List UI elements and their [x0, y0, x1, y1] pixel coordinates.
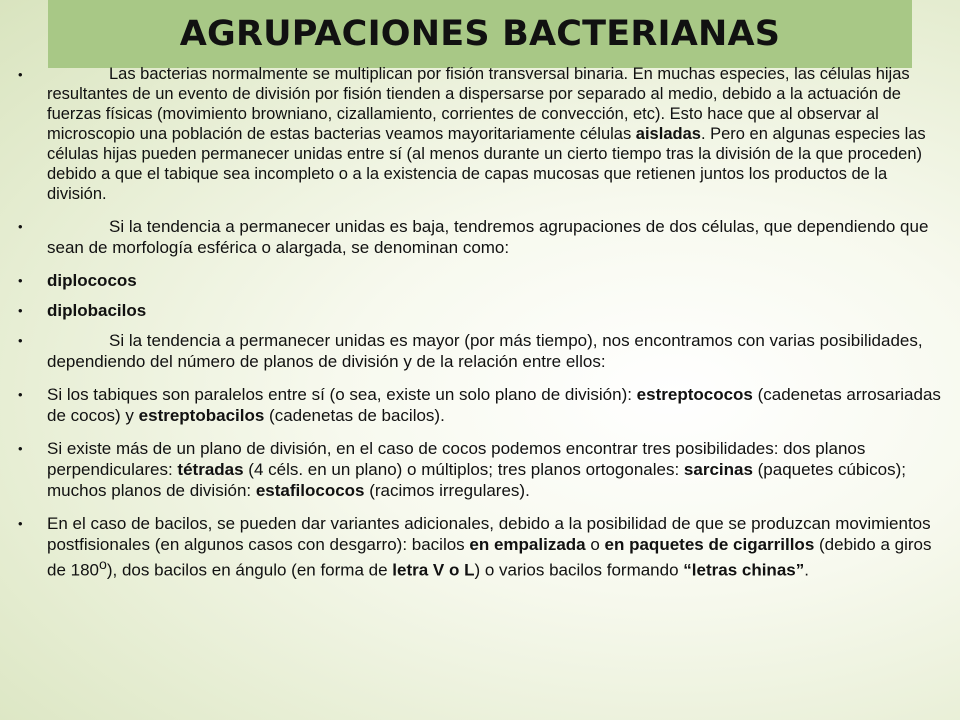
bold-term: diplococos: [47, 271, 137, 290]
text-run: (paquetes cúbicos); muchos planos de división:: [47, 460, 907, 500]
text-run: (cadenetas arrosariadas de cocos) y: [47, 385, 941, 425]
text-run: Si los tabiques son paralelos entre sí (o sea, existe un solo plano de división):: [47, 385, 637, 404]
bold-term: letra V o L: [392, 560, 475, 580]
bullet-icon: •: [18, 516, 23, 531]
bullet-icon: •: [18, 273, 23, 288]
bold-term: en empalizada: [469, 535, 586, 554]
text-run: . Pero en algunas especies las células hijas pueden permanecer unidas entre sí (al menos durante un cierto tiempo tras la división de la que proceden) debido a que el tabique sea incompleto o a la existencia de capas mucosas que retienen juntos los productos de la división.: [47, 125, 926, 203]
text-run: En el caso de bacilos, se pueden dar variantes adicionales, debido a la posibilidad de que se produzcan movimientos postfisionales (en algunos casos con desgarro): bacilos: [47, 514, 931, 554]
bold-term: estafilococos: [255, 481, 365, 500]
text-run: o: [585, 535, 605, 554]
bold-term: en paquetes de cigarrillos: [604, 535, 815, 554]
text-run: (4 céls. en un plano) o múltiplos; tres planos ortogonales:: [243, 460, 684, 479]
bold-term: diplobacilos: [47, 301, 147, 320]
bold-term: sarcinas: [683, 460, 753, 479]
item-diplobacilos: [14, 300, 944, 321]
text-run: (racimos irregulares).: [364, 481, 530, 500]
bullet-icon: •: [18, 441, 23, 456]
paragraph-bacilos-variantes: [14, 513, 944, 581]
text-run: ), dos bacilos en ángulo (en forma de: [106, 560, 393, 580]
bold-term: aisladas: [635, 125, 701, 143]
text-run: Si la tendencia a permanecer unidas es mayor (por más tiempo), nos encontramos con varias posibilidades, dependiendo del número de planos de división y de la relación entre ellos:: [47, 331, 923, 371]
bullet-icon: •: [18, 219, 23, 234]
paragraph-fision-binaria: [14, 64, 944, 204]
slide-content: [14, 64, 944, 593]
bold-term: “letras chinas”: [683, 560, 805, 580]
text-run: Si existe más de un plano de división, en el caso de cocos podemos encontrar tres posibilidades: dos planos perpendiculares:: [47, 439, 866, 479]
bold-term: estreptobacilos: [138, 406, 265, 425]
text-run: (cadenetas de bacilos).: [264, 406, 445, 425]
text-run: Si la tendencia a permanecer unidas es baja, tendremos agrupaciones de dos células, que dependiendo que sean de morfología esférica o alargada, se denominan como:: [47, 217, 929, 257]
bullet-icon: •: [18, 333, 23, 348]
bullet-icon: •: [18, 67, 23, 82]
degree-superscript: o: [99, 557, 107, 573]
paragraph-tendencia-mayor: [14, 330, 944, 372]
paragraph-planos-division: [14, 438, 944, 501]
bullet-icon: •: [18, 387, 23, 402]
text-run: ) o varios bacilos formando: [474, 560, 684, 580]
bold-term: estreptococos: [636, 385, 753, 404]
bullet-list: [14, 64, 944, 581]
text-run: (debido a giros de 180: [47, 535, 932, 580]
bullet-icon: •: [18, 303, 23, 318]
text-run: .: [804, 560, 809, 580]
bold-term: tétradas: [177, 460, 244, 479]
paragraph-tendencia-baja: [14, 216, 944, 258]
text-run: Las bacterias normalmente se multiplican por fisión transversal binaria. En muchas especies, las células hijas resultantes de un evento de división por fisión tienden a dispersarse por separado al medio, debido a la actuación de fuerzas físicas (movimiento browniano, cizallamiento, corrientes de convección, etc). Esto hace que al observar al microscopio una población de estas bacterias veamos mayoritariamente células: [47, 65, 910, 143]
paragraph-tabiques-paralelos: [14, 384, 944, 426]
title-bar: [48, 0, 912, 68]
item-diplococos: [14, 270, 944, 291]
slide-title: AGRUPACIONES BACTERIANAS: [179, 14, 781, 54]
